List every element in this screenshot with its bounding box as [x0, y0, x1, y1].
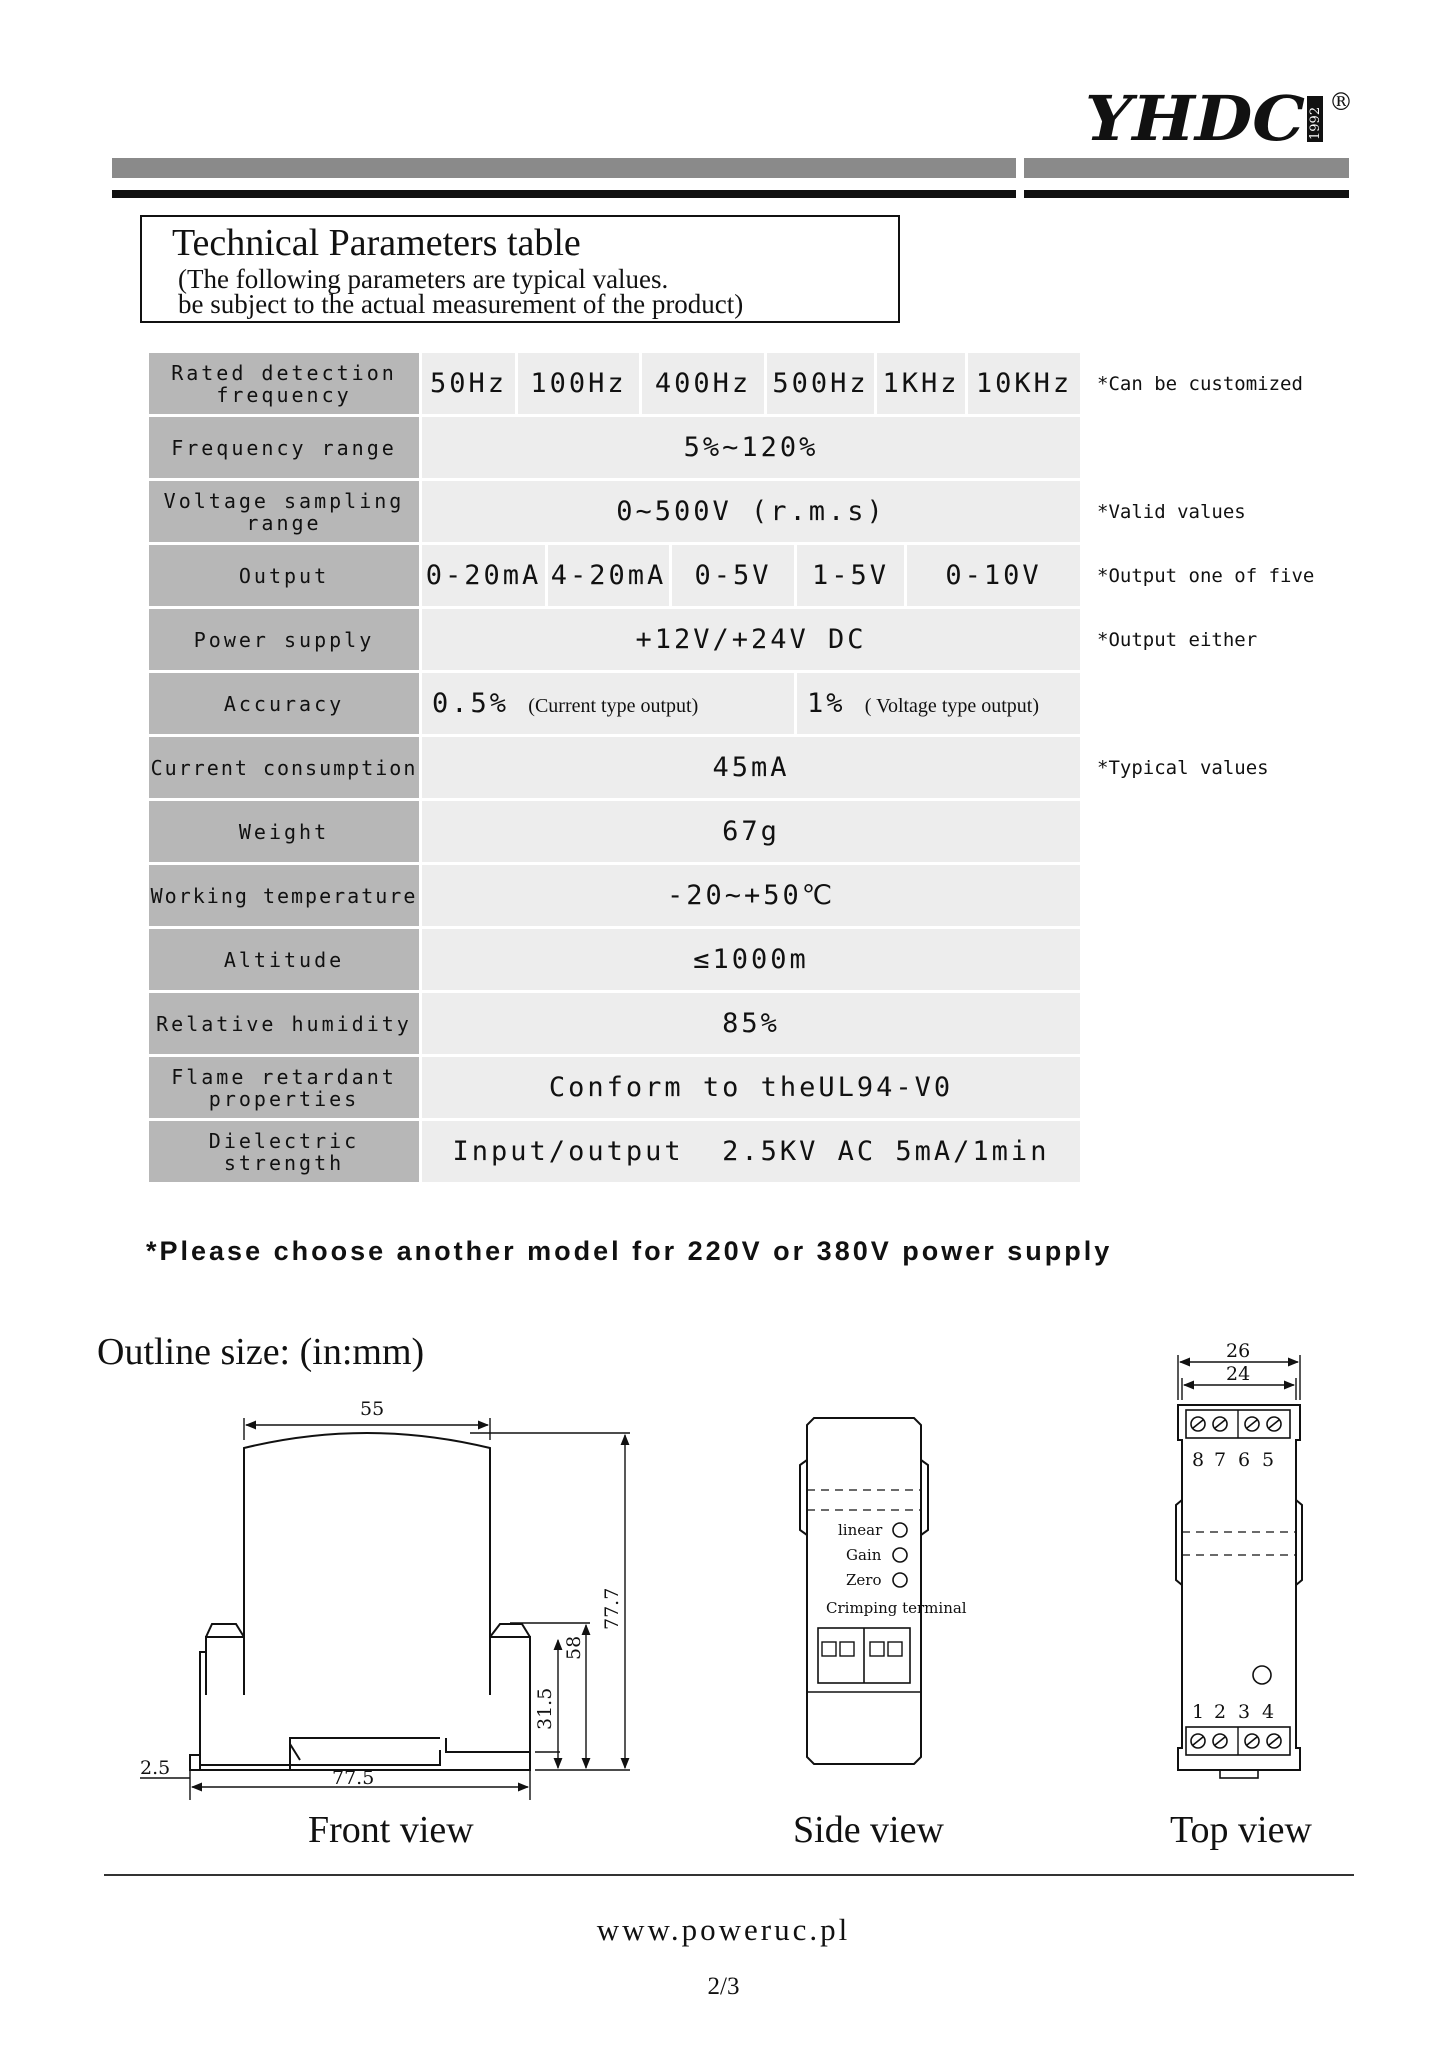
param-value: 50Hz — [421, 352, 517, 416]
terminal-label: 7 — [1214, 1449, 1227, 1471]
param-value: Conform to theUL94-V0 — [421, 1056, 1082, 1120]
gain-pot-icon — [893, 1548, 907, 1562]
param-value: 0~500V (r.m.s) — [421, 480, 1082, 544]
param-value: 10KHz — [967, 352, 1082, 416]
front-dim-rail-height: 31.5 — [534, 1687, 556, 1730]
param-value: 0-10V — [906, 544, 1082, 608]
registered-mark: ® — [1329, 88, 1353, 116]
side-label-gain: Gain — [846, 1546, 882, 1564]
terminal-label: 8 — [1192, 1449, 1205, 1471]
param-label: Power supply — [148, 608, 421, 672]
param-label: Flame retardant properties — [148, 1056, 421, 1120]
param-value: ≤1000m — [421, 928, 1082, 992]
param-value: 100Hz — [517, 352, 641, 416]
section-title: Technical Parameters table — [172, 222, 581, 264]
param-value: 1KHz — [876, 352, 967, 416]
param-note: *Typical values — [1082, 736, 1359, 800]
side-label-linear: linear — [838, 1521, 883, 1539]
linear-pot-icon — [893, 1523, 907, 1537]
param-value: 67g — [421, 800, 1082, 864]
param-value: 1-5V — [796, 544, 906, 608]
side-label-zero: Zero — [846, 1571, 882, 1589]
param-value: 45mA — [421, 736, 1082, 800]
front-dim-height: 77.7 — [601, 1587, 623, 1630]
front-dim-base-width: 77.5 — [332, 1767, 375, 1789]
param-label: Voltage sampling range — [148, 480, 421, 544]
param-note: *Can be customized — [1082, 352, 1359, 416]
front-view-caption: Front view — [308, 1809, 474, 1851]
param-value: 0-5V — [671, 544, 796, 608]
param-value: 500Hz — [766, 352, 876, 416]
accuracy-current-value: 0.5% — [432, 688, 510, 719]
param-note: *Output one of five — [1082, 544, 1359, 608]
param-label: Current consumption — [148, 736, 421, 800]
terminal-label: 6 — [1238, 1449, 1251, 1471]
side-view-drawing — [800, 1418, 928, 1764]
param-label: Relative humidity — [148, 992, 421, 1056]
param-label: Frequency range — [148, 416, 421, 480]
param-value: 5%~120% — [421, 416, 1082, 480]
param-label: Accuracy — [148, 672, 421, 736]
param-label: Output — [148, 544, 421, 608]
top-view-led-icon — [1253, 1666, 1271, 1684]
terminal-label: 5 — [1262, 1449, 1275, 1471]
side-view-caption: Side view — [793, 1809, 944, 1851]
brand-name: YHDC — [1085, 88, 1305, 148]
front-dim-offset: 2.5 — [140, 1757, 171, 1779]
front-dim-inner-height: 58 — [563, 1635, 585, 1660]
section-note-line1: (The following parameters are typical values. — [178, 264, 669, 294]
section-note-line2: be subject to the actual measurement of the product) — [178, 289, 744, 319]
footer-divider — [104, 1874, 1354, 1876]
side-label-crimping: Crimping terminal — [826, 1599, 967, 1617]
param-label: Dielectric strength — [148, 1120, 421, 1184]
param-note: *Valid values — [1082, 480, 1359, 544]
top-view-caption: Top view — [1170, 1809, 1312, 1851]
accuracy-current-desc: (Current type output) — [528, 695, 699, 717]
terminal-label: 2 — [1214, 1701, 1227, 1723]
page-number: 2/3 — [707, 1973, 740, 2000]
terminal-label: 3 — [1238, 1701, 1251, 1723]
param-value: 0-20mA — [421, 544, 547, 608]
front-view-base — [200, 1637, 440, 1765]
front-view-dimensions — [140, 1418, 630, 1800]
top-dim-outer: 26 — [1226, 1340, 1251, 1362]
side-view-body — [807, 1418, 921, 1764]
terminal-label: 1 — [1192, 1701, 1205, 1723]
accuracy-voltage-value: 1% — [807, 688, 846, 719]
front-view-drawing — [190, 1433, 530, 1770]
param-value: Input/output 2.5KV AC 5mA/1min — [421, 1120, 1082, 1184]
param-value: 4-20mA — [547, 544, 671, 608]
footer-url: www.poweruc.pl — [596, 1912, 851, 1947]
param-value: +12V/+24V DC — [421, 608, 1082, 672]
param-note: *Output either — [1082, 608, 1359, 672]
param-value: -20~+50℃ — [421, 864, 1082, 928]
param-label: Altitude — [148, 928, 421, 992]
brand-year: 1992 — [1308, 106, 1323, 140]
param-value: 400Hz — [641, 352, 766, 416]
param-label: Rated detection frequency — [148, 352, 421, 416]
param-value: 85% — [421, 992, 1082, 1056]
param-label: Working temperature — [148, 864, 421, 928]
terminal-label: 4 — [1262, 1701, 1275, 1723]
accuracy-voltage-desc: ( Voltage type output) — [864, 695, 1040, 717]
outline-title: Outline size: (in:mm) — [97, 1331, 425, 1373]
zero-pot-icon — [893, 1573, 907, 1587]
top-dim-inner: 24 — [1226, 1363, 1251, 1385]
power-supply-warning: *Please choose another model for 220V or 380V power supply — [146, 1236, 1113, 1266]
param-label: Weight — [148, 800, 421, 864]
front-view-body — [244, 1433, 490, 1695]
front-dim-width: 55 — [360, 1398, 385, 1420]
